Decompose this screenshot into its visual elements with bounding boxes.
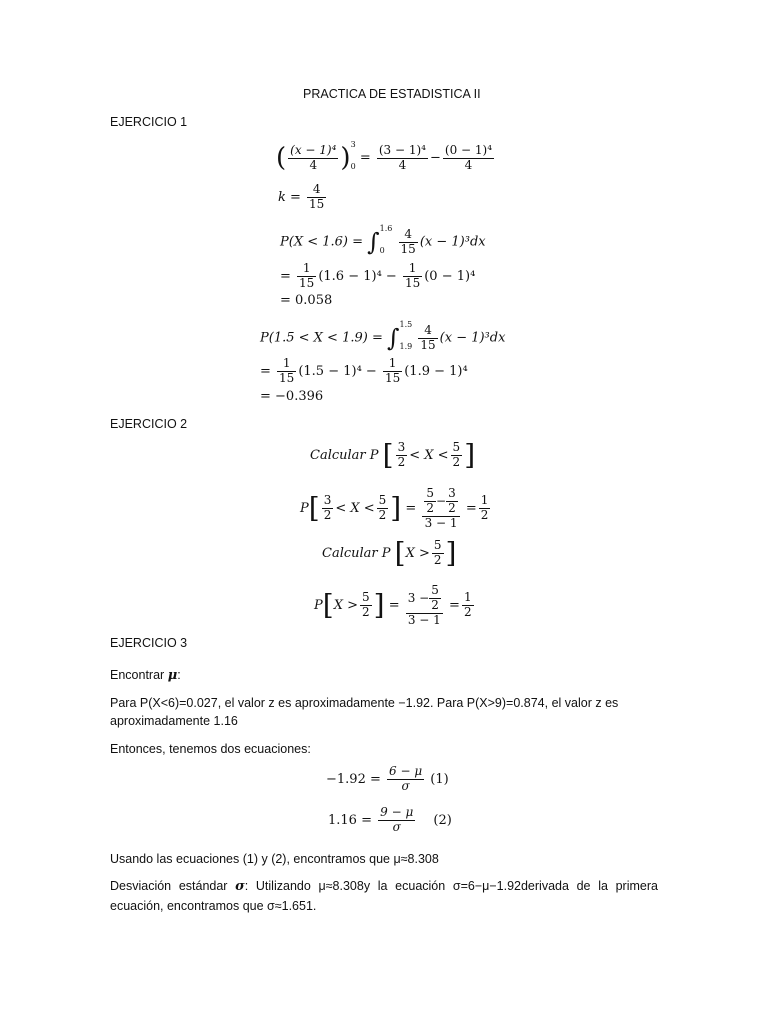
find-mu-label: Encontrar μ:: [110, 668, 181, 683]
equation-uniform-2: P[X > $\frac{5}{2}$ ] = 3 − $\frac{5}{2}$ 3 − 1 = $\frac{1}{2}$: [314, 583, 472, 627]
equation-p-less-1-6-result: = 0.058: [280, 293, 333, 308]
equation-eval-integral: ( $\frac{\text{(x − 1)⁴}}{4}$ ) 3 0 = $\frac{\text{(3 − 1)⁴}}{4}$ − $\frac{\text{(0 − 1)⁴}}{4}$: [276, 140, 493, 173]
equation-p-less-1-6-step: = $\frac{1}{15}$ (1.6 − 1)⁴ − $\frac{1}{15}$ (0 − 1)⁴: [280, 261, 476, 290]
page-title: PRACTICA DE ESTADISTICA II: [303, 87, 481, 101]
equation-k: k = $\frac{4}{15}$: [278, 182, 325, 211]
equation-calcular-2: Calcular P [X > $\frac{5}{2}$ ]: [322, 536, 457, 570]
equation-uniform-1: P[ $\frac{3}{2}$ < X < $\frac{5}{2}$ ] = $\frac{5}{2}$ − $\frac{3}{2}$ 3 − 1 = $\frac{1}{2}$: [300, 486, 489, 530]
equation-p-between-result: = −0.396: [260, 389, 324, 404]
equation-1: −1.92 = $\frac{6 - \mu}{\sigma}$ (1): [326, 764, 449, 793]
paragraph-two-equations: Entonces, tenemos dos ecuaciones:: [110, 742, 311, 756]
equation-2: 1.16 = $\frac{9 - \mu}{\sigma}$ (2): [328, 805, 452, 834]
equation-p-between-step: = $\frac{1}{15}$ (1.5 − 1)⁴ − $\frac{1}{15}$ (1.9 − 1)⁴: [260, 356, 468, 385]
paragraph-mu-result: Usando las ecuaciones (1) y (2), encontramos que μ≈8.308: [110, 852, 439, 866]
paragraph-sigma-result: Desviación estándar σ: Utilizando μ≈8.308y la ecuación σ=6−μ−1.92derivada de la primera ecuación, encontramos que σ≈1.651.: [110, 879, 658, 913]
heading-ejercicio-1: EJERCICIO 1: [110, 115, 188, 129]
equation-calcular-1: Calcular P [ $\frac{3}{2}$ < X < $\frac{5}{2}$ ]: [310, 438, 476, 472]
equation-p-between: P(1.5 < X < 1.9) = ∫ 1.5 1.9 $\frac{4}{15}$ (x − 1)³dx: [260, 320, 506, 352]
heading-ejercicio-2: EJERCICIO 2: [110, 417, 188, 431]
paragraph-z-values: Para P(X<6)=0.027, el valor z es aproximadamente −1.92. Para P(X>9)=0.874, el valor z es aproximadamente 1.16: [110, 696, 619, 729]
heading-ejercicio-3: EJERCICIO 3: [110, 636, 188, 650]
equation-p-less-1-6: P(X < 1.6) = ∫ 1.6 0 $\frac{4}{15}$ (x − 1)³dx: [280, 224, 486, 256]
